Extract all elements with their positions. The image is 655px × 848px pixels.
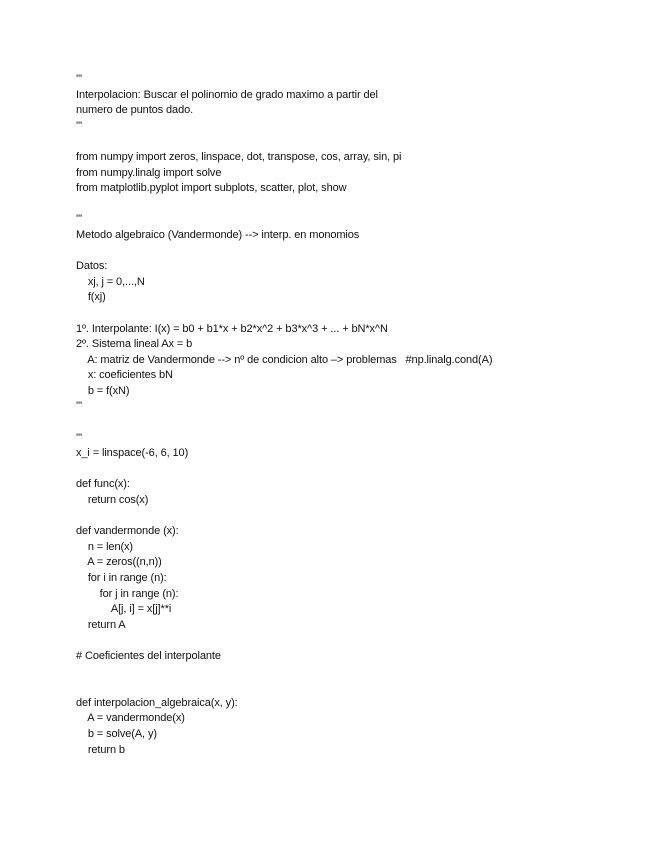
code-line: ''' (76, 400, 83, 413)
code-line: b = solve(A, y) (76, 727, 157, 740)
code-line: numero de puntos dado. (76, 104, 194, 117)
code-line (76, 306, 636, 322)
code-line (76, 134, 636, 150)
code-line: for i in range (n): (76, 572, 167, 584)
code-line (76, 509, 636, 525)
code-line (76, 197, 636, 213)
code-line: f(xj) (76, 291, 106, 304)
code-line: A = vandermonde(x) (76, 712, 185, 725)
code-line (76, 415, 636, 431)
code-block (76, 72, 636, 758)
code-line: for j in range (n): (76, 587, 179, 600)
code-line: # Coeficientes del interpolante (76, 649, 221, 662)
code-line: A = zeros((n,n)) (76, 556, 162, 569)
code-line: A[j, i] = x[j]**i (76, 603, 172, 616)
code-line (76, 665, 636, 681)
code-line: 2º. Sistema lineal Ax = b (76, 338, 193, 351)
code-line (76, 244, 636, 260)
code-line: n = len(x) (76, 540, 133, 553)
code-line: from matplotlib.pyplot import subplots, scatter, plot, show (76, 182, 347, 195)
code-line: ''' (76, 73, 83, 85)
code-line (76, 680, 636, 696)
code-line: def func(x): (76, 478, 130, 491)
code-line: xj, j = 0,...,N (76, 275, 145, 288)
code-line: x: coeficientes bN (76, 369, 173, 382)
code-line (76, 633, 636, 649)
code-line (76, 462, 636, 478)
code-line: return A (76, 618, 126, 631)
code-line: Metodo algebraico (Vandermonde) --> interp. en monomios (76, 228, 360, 241)
code-line: A: matriz de Vandermonde --> nº de condicion alto –> problemas #np.linalg.cond(A) (76, 353, 493, 366)
code-line: def vandermonde (x): (76, 525, 179, 538)
code-line: Interpolacion: Buscar el polinomio de grado maximo a partir del (76, 88, 378, 101)
code-line: return b (76, 743, 125, 756)
code-line: ''' (76, 431, 83, 444)
code-line: 1º. Interpolante: I(x) = b0 + b1*x + b2*x^2 + b3*x^3 + ... + bN*x^N (76, 322, 388, 335)
code-line: from numpy import zeros, linspace, dot, transpose, cos, array, sin, pi (76, 150, 402, 163)
code-line: from numpy.linalg import solve (76, 166, 222, 179)
code-line: Datos: (76, 260, 108, 273)
code-line: b = f(xN) (76, 384, 130, 397)
code-line: ''' (76, 119, 83, 132)
code-line: ''' (76, 213, 83, 226)
code-line: return cos(x) (76, 494, 149, 507)
code-line: x_i = linspace(-6, 6, 10) (76, 447, 189, 460)
code-line: def interpolacion_algebraica(x, y): (76, 696, 238, 709)
